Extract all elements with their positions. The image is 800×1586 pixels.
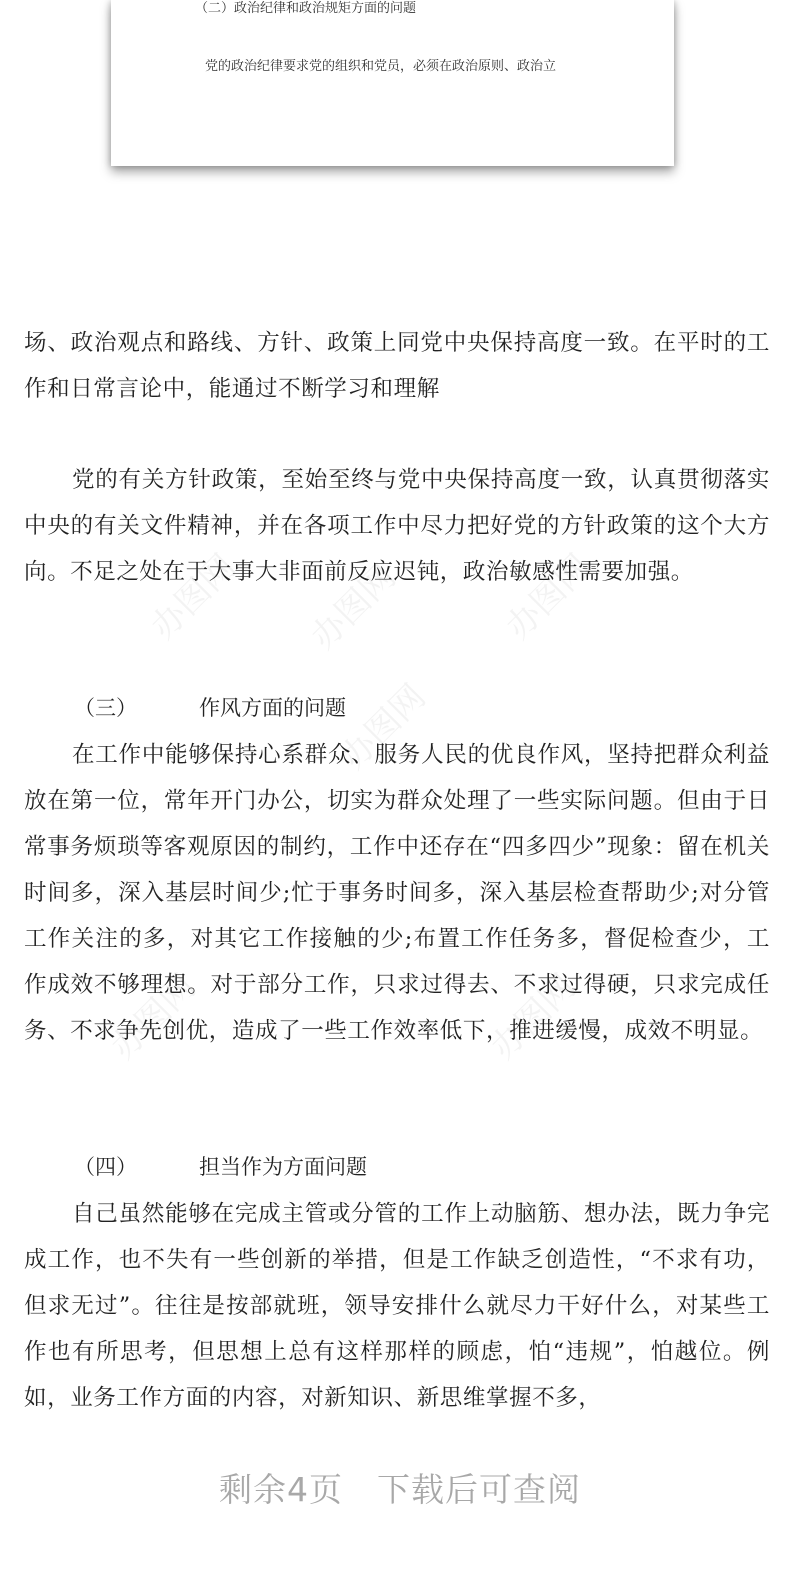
download-remaining-pages-notice[interactable]: 剩余4页 下载后可查阅 [219,1470,581,1509]
section-heading-three [74,693,346,723]
card-section-heading: （二）政治纪律和政治规矩方面的问题 [195,1,417,16]
preview-page-card [111,0,674,166]
paragraph-continuation: 场、政治观点和路线、方针、政策上同党中央保持高度一致。在平时的工作和日常言论中，能通过不断学习和理解 [24,330,770,402]
section-heading-four [74,1152,367,1182]
paragraph-work-style: 在工作中能够保持心系群众、服务人民的优良作风，坚持把群众利益放在第一位，常年开门办公，切实为群众处理了一些实际问题。但由于日常事务烦琐等客观原因的制约，工作中还存在“四多四少”现象：留在机关时间多，深入基层时间少;忙于事务时间多，深入基层检查帮助少;对分管工作关注的多，对其它工作接触的少;布置工作任务多，督促检查少，工作成效不够理想。对于部分工作，只求过得去、不求过得硬，只求完成任务、不求争先创优，造成了一些工作效率低下，推进缓慢，成效不明显。 [24,742,770,1044]
watermark: 办图网 [143,546,244,648]
watermark: 办图网 [498,546,599,648]
section-title: 担当作为方面问题 [199,1155,367,1179]
paragraph-political-alignment: 党的有关方针政策，至始至终与党中央保持高度一致，认真贯彻落实中央的有关文件精神，并在各项工作中尽力把好党的方针政策的这个大方向。不足之处在于大事大非面前反应迟钝，政治敏感性需要加强。 [24,467,770,585]
watermark: 办图网 [333,676,434,778]
watermark: 办图网 [303,556,404,658]
section-title: 作风方面的问题 [199,696,346,720]
card-paragraph: 党的政治纪律要求党的组织和党员，必须在政治原则、政治立 [205,59,557,74]
watermark: 办图网 [483,966,584,1068]
section-number: （四） [74,1155,137,1179]
watermark: 办图网 [103,966,204,1068]
paragraph-responsibility: 自己虽然能够在完成主管或分管的工作上动脑筋、想办法，既力争完成工作，也不失有一些创新的举措，但是工作缺乏创造性，“不求有功，但求无过”。往往是按部就班，领导安排什么就尽力干好什么，对某些工作也有所思考，但思想上总有这样那样的顾虑，怕“违规”，怕越位。例如，业务工作方面的内容，对新知识、新思维掌握不多， [24,1201,770,1411]
section-number: （三） [74,696,137,720]
